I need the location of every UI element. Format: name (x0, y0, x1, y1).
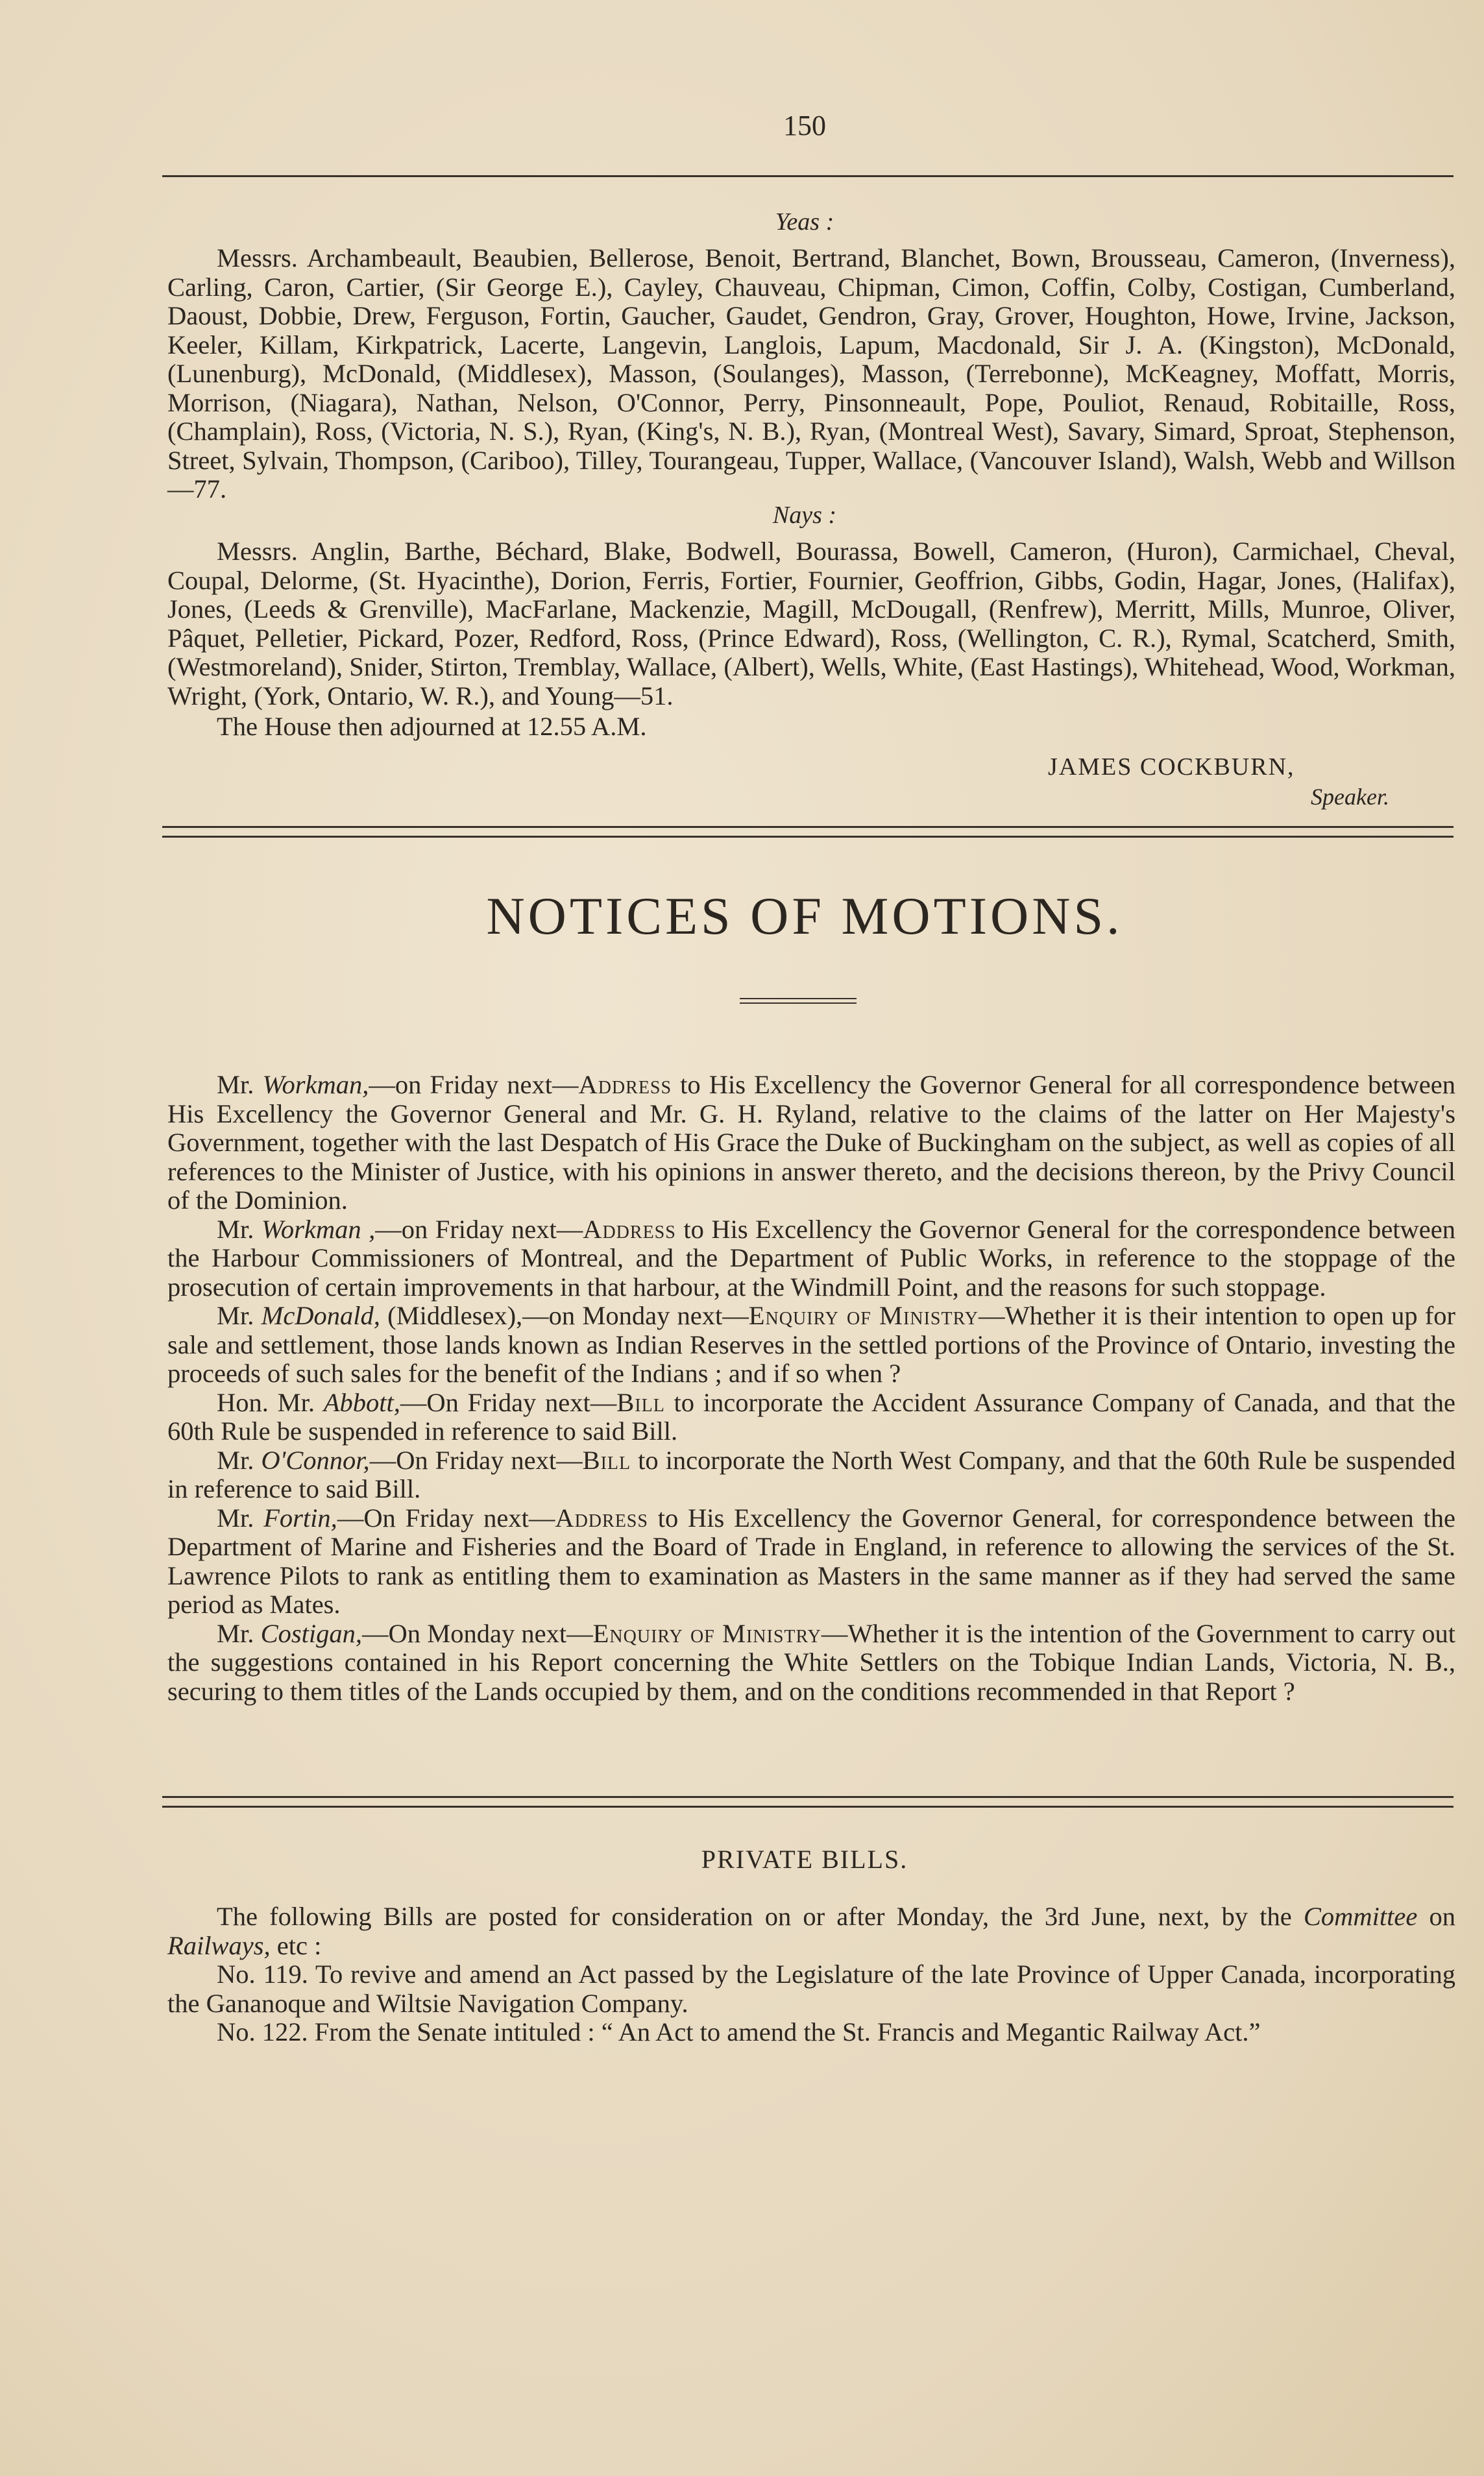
motion-name: Workman , (261, 1214, 376, 1244)
motion-member: Mr. (217, 1445, 262, 1475)
motion-text: to His Excellency the Governor General for all correspondence between His Excellency the Governor General and Mr. G. H. Ryland, relative to the claims of the latter on Her Majesty's Government, together with the last Despatch of His Grace the Duke of Buckingham on the subject, as well as copies of all references to the Minister of Justice, with his opinions in answer thereto, and the decisions thereon, by the Privy Council of the Dominion. (167, 1070, 1456, 1215)
motion-timing: —On Friday next— (337, 1503, 555, 1533)
motion-timing: —on Friday next— (375, 1214, 583, 1244)
motion-member: Hon. Mr. (217, 1387, 324, 1417)
motion-text: —Whether it is their intention to open up for sale and settlement, those lands known as Indian Reserves in the settled portions of the Province of Ontario, investing the proceeds of such sales for the benefit of the Indians ; and if so when ? (167, 1301, 1456, 1388)
motion-text: to His Excellency the Governor General, for correspondence between the Department of Marine and Fisheries and the Board of Trade in England, in reference to allowing the services of the St. Lawrence Pilots to rank as entitling them to examination as Masters in the same manner as if they had served the same period as Mates. (167, 1503, 1456, 1619)
bill-item: No. 122. From the Senate intituled : “ An Act to amend the St. Francis and Megantic Railway Act.” (217, 2017, 1261, 2046)
motion-text: —Whether it is the intention of the Government to carry out the suggestions contained in his Report concerning the White Settlers on the Tobique Indian Lands, Victoria, N. B., securing to them titles of the Lands occupied by them, and on the conditions recommended in that Report ? (167, 1618, 1456, 1706)
bill-item: No. 119. To revive and amend an Act passed by the Legislature of the late Province of Upper Canada, incorporating the Gananoque and Wiltsie Navigation Company. (167, 1960, 1455, 2018)
motion-member: Mr. (217, 1618, 261, 1648)
adjournment-note: The House then adjourned at 12.55 A.M. (217, 712, 647, 741)
motion-timing: —On Monday next— (362, 1618, 593, 1648)
motion-timing: —On Friday next— (400, 1387, 617, 1417)
yeas-heading: Yeas : (775, 208, 834, 236)
motion-kind: Enquiry of Ministry (592, 1618, 821, 1648)
motion-kind: Bill (582, 1445, 631, 1475)
motion-name: Costigan, (260, 1618, 363, 1648)
intro-text: etc : (270, 1930, 322, 1960)
speaker-name: JAMES COCKBURN, (1048, 753, 1295, 781)
motion-text: to His Excellency the Governor General for the correspondence between the Harbour Commissioners of Montreal, and the Department of Public Works, in reference to the stoppage of the prosecution of certain improvements in that harbour, at the Windmill Point, and the reasons for such stoppage. (167, 1214, 1455, 1302)
page-number: 150 (783, 110, 826, 141)
motion-name: Fortin, (263, 1503, 337, 1533)
yeas-list: Messrs. Archambeault, Beaubien, Bellerose, Benoit, Bertrand, Blanchet, Bown, Brousseau, Cameron, (Inverness), Carling, Caron, Cartier, (Sir George E.), Cayley, Chauveau, Chipman, Cimon, Coffin, Colby, Costigan, Cumberland, Daoust, Dobbie, Drew, Ferguson, Fortin, Gaucher, Gaudet, Gendron, Gray, Grover, Houghton, Howe, Irvine, Jackson, Keeler, Killam, Kirkpatrick, Lacerte, Langevin, Langlois, Lapum, Macdonald, Sir J. A. (Kingston), McDonald, (Lunenburg), McDonald, (Middlesex), Masson, (Soulanges), Masson, (Terrebonne), McKeagney, Moffatt, Morris, Morrison, (Niagara), Nathan, Nelson, O'Connor, Perry, Pinsonneault, Pope, Pouliot, Renaud, Robitaille, Ross, (Champlain), Ross, (Victoria, N. S.), Ryan, (King's, N. B.), Ryan, (Montreal West), Savary, Simard, Sproat, Stephenson, Street, Sylvain, Thompson, (Cariboo), Tilley, Tourangeau, Tupper, Wallace, (Vancouver Island), Walsh, Webb and Willson—77. (167, 243, 1455, 504)
motion-name: Abbott, (323, 1387, 400, 1417)
railways-label: Railways, (167, 1930, 271, 1960)
intro-text: The following Bills are posted for consideration on or after Monday, the 3rd June, next, by the (217, 1902, 1304, 1931)
motion-item (167, 1389, 1455, 1446)
motion-kind: Enquiry of Ministry (748, 1301, 979, 1330)
motion-item (167, 1446, 1455, 1504)
motion-name: Workman, (262, 1070, 369, 1099)
nays-list: Messrs. Anglin, Barthe, Béchard, Blake, Bodwell, Bourassa, Bowell, Cameron, (Huron), Carmichael, Cheval, Coupal, Delorme, (St. Hyacinthe), Dorion, Ferris, Fortier, Fournier, Geoffrion, Gibbs, Godin, Hagar, Jones, (Halifax), Jones, (Leeds & Grenville), MacFarlane, Mackenzie, Magill, McDougall, (Renfrew), Merritt, Mills, Munroe, Oliver, Pâquet, Pelletier, Pickard, Pozer, Redford, Ross, (Prince Edward), Ross, (Wellington, C. R.), Rymal, Scatcherd, Smith, (Westmoreland), Snider, Stirton, Tremblay, Wallace, (Albert), Wells, White, (East Hastings), Whitehead, Wood, Workman, Wright, (York, Ontario, W. R.), and Young—51. (167, 537, 1455, 710)
motion-member: Mr. (217, 1214, 262, 1244)
committee-label: Committee (1303, 1902, 1418, 1931)
motion-kind: Address (555, 1503, 648, 1533)
motion-timing: —On Friday next— (369, 1445, 583, 1475)
motion-timing: —on Friday next— (369, 1070, 579, 1099)
motion-text: to incorporate the North West Company, and that the 60th Rule be suspended in reference to said Bill. (167, 1445, 1455, 1503)
motions-list (167, 1071, 1455, 1706)
motion-kind: Address (583, 1214, 676, 1244)
motion-kind: Address (578, 1070, 672, 1099)
motion-member: Mr. (217, 1503, 264, 1533)
title-ornament-rule (740, 998, 857, 1004)
motion-member: Mr. (217, 1070, 263, 1099)
nays-heading: Nays : (772, 502, 837, 529)
motion-member: Mr. (217, 1301, 262, 1330)
motion-timing: (Middlesex),—on Monday next— (380, 1301, 749, 1330)
motion-name: McDonald, (261, 1301, 380, 1330)
private-bills-intro (167, 1902, 1455, 1960)
header-rule (162, 175, 1454, 177)
private-bills-body (167, 1902, 1455, 2047)
motion-item (167, 1620, 1455, 1706)
motion-kind: Bill (616, 1387, 665, 1417)
motion-name: O'Connor, (261, 1445, 370, 1475)
notices-title: NOTICES OF MOTIONS. (486, 886, 1123, 945)
section-divider (162, 826, 1454, 838)
private-bills-title: PRIVATE BILLS. (701, 1845, 908, 1874)
motion-item (167, 1504, 1455, 1620)
motion-text: to incorporate the Accident Assurance Company of Canada, and that the 60th Rule be suspended in reference to said Bill. (167, 1387, 1456, 1446)
section-divider-bills (162, 1796, 1454, 1808)
motion-item (167, 1071, 1455, 1215)
intro-text: on (1417, 1902, 1456, 1931)
speaker-title: Speaker. (1311, 784, 1389, 810)
motion-item (167, 1302, 1455, 1389)
motion-item (167, 1215, 1455, 1302)
